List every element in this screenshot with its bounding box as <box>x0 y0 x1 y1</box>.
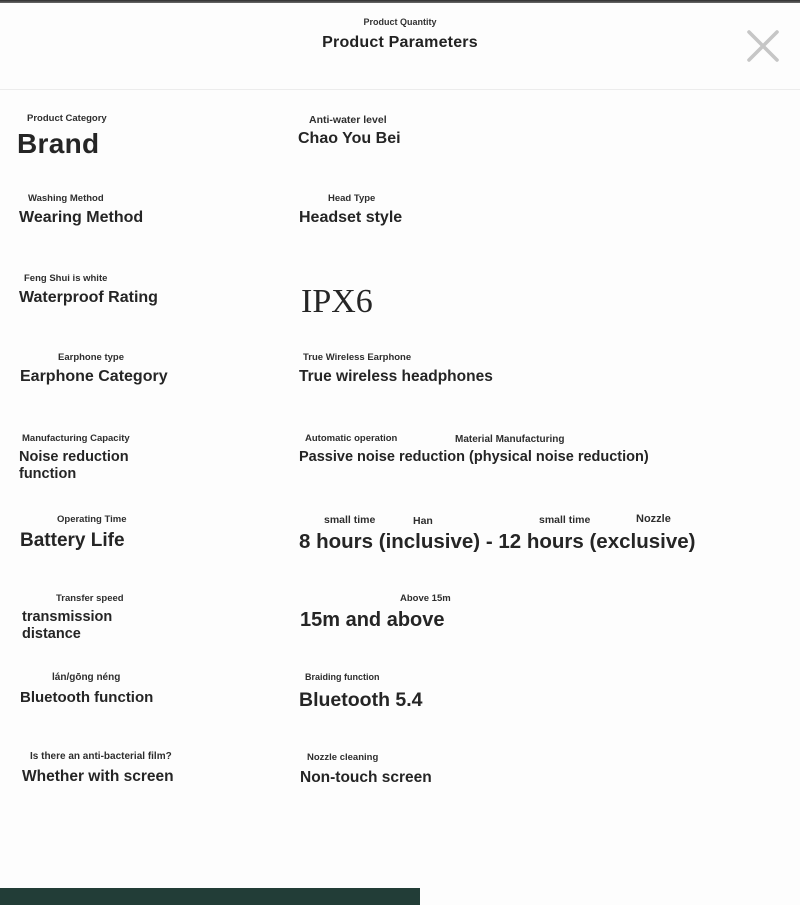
param-label-left: lán/gōng néng <box>52 672 121 683</box>
close-icon <box>744 53 782 68</box>
param-label-left: Operating Time <box>57 514 127 525</box>
param-value-right: Chao You Bei <box>298 130 401 147</box>
param-value-right: Passive noise reduction (physical noise reduction) <box>299 449 649 465</box>
bottom-action-bar-cutoff[interactable] <box>0 888 420 905</box>
param-value-right: Bluetooth 5.4 <box>299 689 423 711</box>
param-value-left: Brand <box>17 128 100 159</box>
param-label-left: Is there an anti-bacterial film? <box>30 751 172 762</box>
param-value-right: 8 hours (inclusive) - 12 hours (exclusive) <box>299 530 696 553</box>
param-label-left: Feng Shui is white <box>24 273 108 284</box>
dialog-title: Product Parameters <box>322 34 478 51</box>
param-value-right: 15m and above <box>300 609 445 631</box>
param-label-left: Product Category <box>27 113 107 124</box>
param-label-right: Above 15m <box>400 593 451 604</box>
close-button[interactable] <box>742 26 784 68</box>
param-value-right: True wireless headphones <box>299 368 493 385</box>
param-label-left: Manufacturing Capacity <box>22 433 130 444</box>
param-value-left: Whether with screen <box>22 768 174 785</box>
param-value-left: transmission distance <box>22 609 113 643</box>
param-label-right: Material Manufacturing <box>455 434 565 445</box>
param-label-right: Han <box>413 515 433 527</box>
top-edge-line <box>0 0 800 3</box>
param-label-right: Head Type <box>328 193 376 204</box>
param-label-right: Braiding function <box>305 672 380 682</box>
param-value-left: Bluetooth function <box>20 689 154 706</box>
param-value-left: Battery Life <box>20 530 125 551</box>
param-label-left: Transfer speed <box>56 593 124 604</box>
param-value-left: Wearing Method <box>19 209 144 226</box>
param-value-left: Waterproof Rating <box>19 289 158 306</box>
param-value-left: Noise reduction function <box>19 449 129 483</box>
param-label-right: Automatic operation <box>305 433 398 444</box>
param-label-right: small time <box>539 514 591 526</box>
header-divider <box>0 89 800 90</box>
param-label-left: Washing Method <box>28 193 104 204</box>
dialog-overlay-title: Product Quantity <box>363 17 437 27</box>
param-value-right: IPX6 <box>301 283 373 320</box>
param-value-right: Headset style <box>299 209 403 226</box>
param-value-right: Non-touch screen <box>300 769 432 786</box>
param-value-left: Earphone Category <box>20 368 168 385</box>
param-label-right: Anti-water level <box>309 114 387 126</box>
param-label-left: Earphone type <box>58 352 124 363</box>
param-label-right: True Wireless Earphone <box>303 352 412 363</box>
param-label-right: Nozzle cleaning <box>307 752 379 763</box>
param-label-right: small time <box>324 514 376 526</box>
param-label-right: Nozzle <box>636 513 671 525</box>
